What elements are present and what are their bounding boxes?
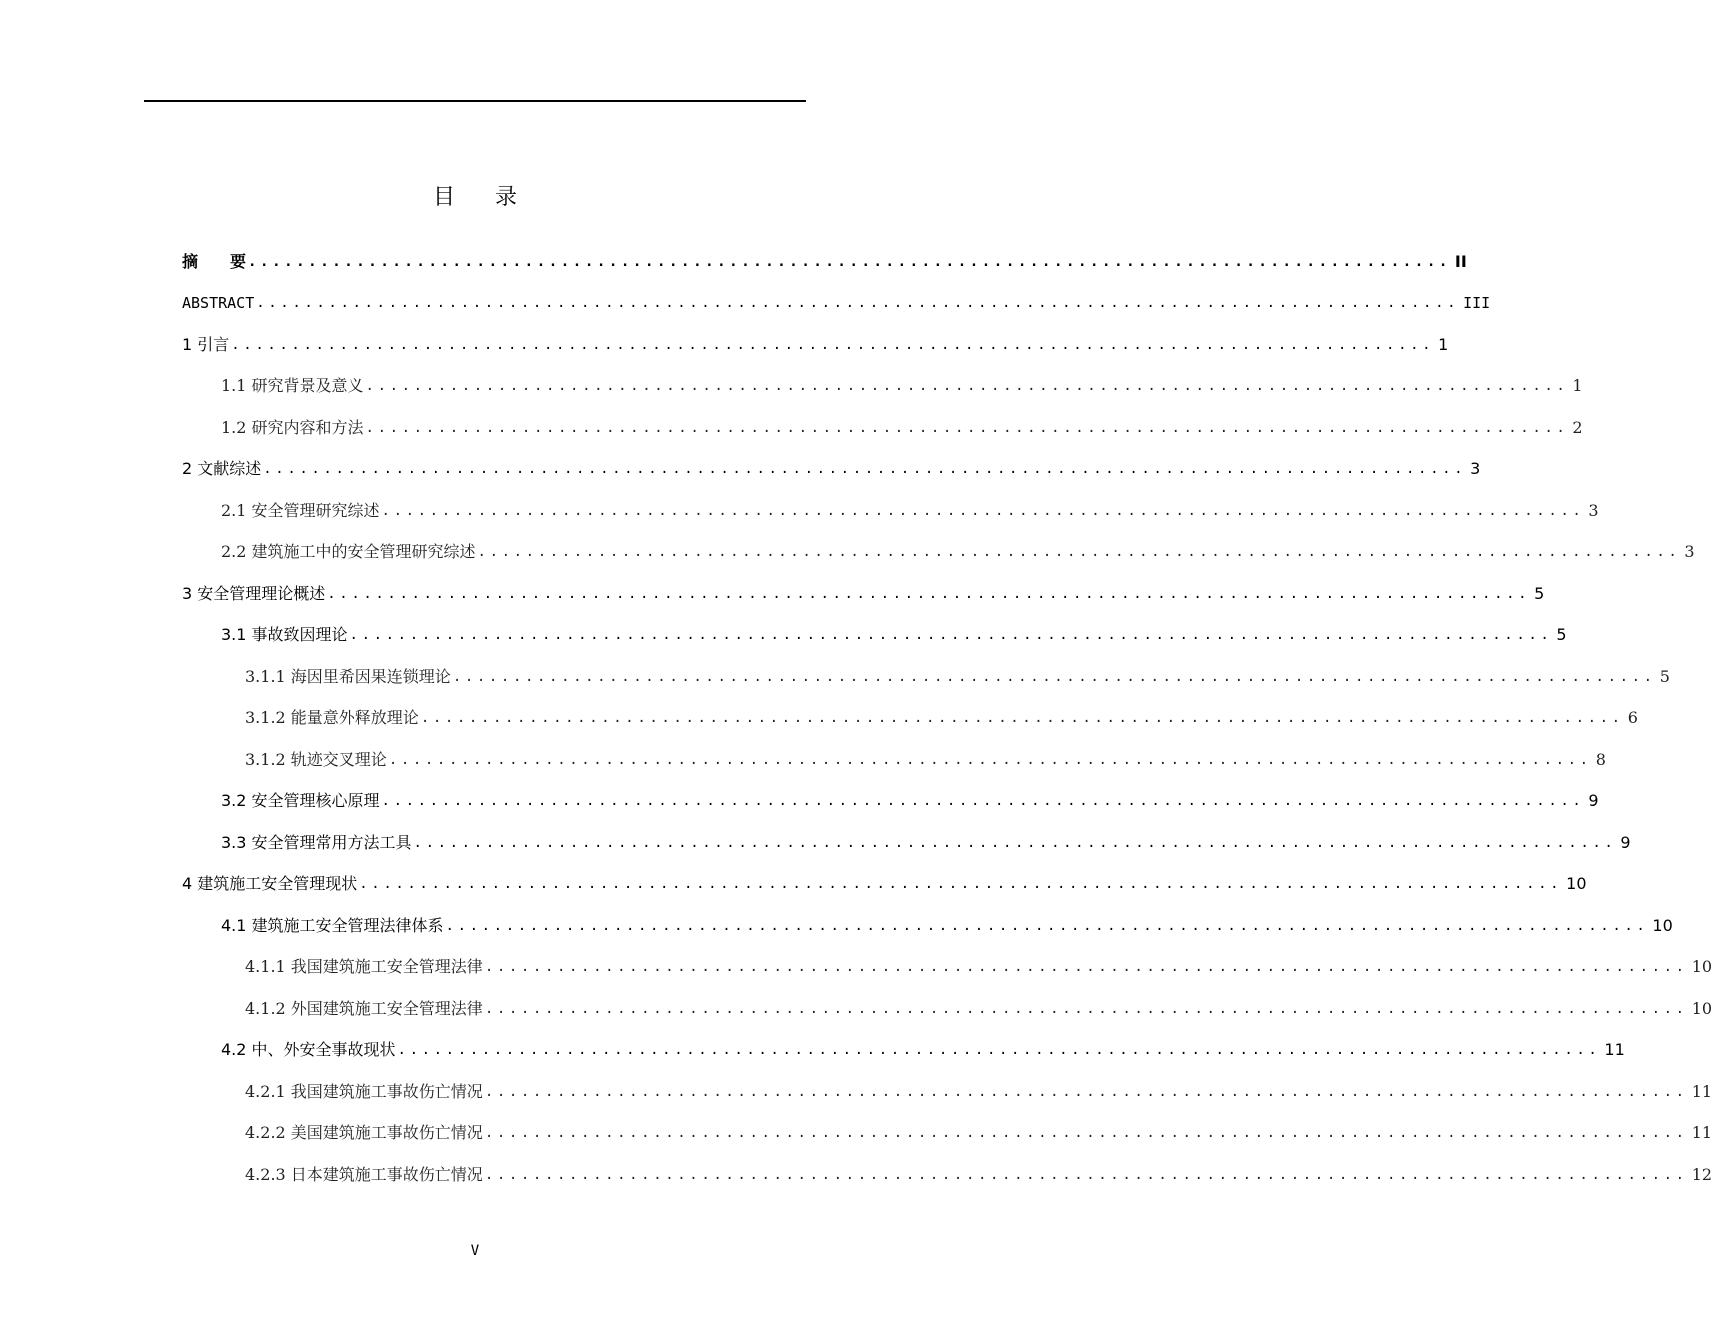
toc-entry-label: ABSTRACT bbox=[182, 294, 255, 312]
toc-entry-ch1[interactable] bbox=[182, 331, 1449, 355]
toc-entry-label: 4.1.1 我国建筑施工安全管理法律 bbox=[245, 957, 483, 976]
toc-leader-dots: .................................................................................................... bbox=[381, 503, 1585, 519]
toc-entry-label: 3.1 事故致因理论 bbox=[221, 625, 348, 644]
toc-leader-dots: .................................................................................................... bbox=[484, 959, 1688, 975]
toc-entry-3-1-2a[interactable] bbox=[245, 704, 1638, 728]
toc-leader-dots: .................................................................................................... bbox=[484, 1167, 1688, 1183]
toc-leader-dots: .................................................................................................... bbox=[256, 295, 1460, 311]
toc-entry-2-1[interactable] bbox=[221, 497, 1599, 521]
toc-entry-page: III bbox=[1463, 294, 1491, 312]
toc-entry-label: 摘 要 bbox=[182, 252, 247, 271]
toc-entry-3-1-1[interactable] bbox=[245, 663, 1670, 687]
toc-entry-label: 4.1 建筑施工安全管理法律体系 bbox=[221, 916, 444, 935]
toc-entry-page: 1 bbox=[1572, 376, 1583, 395]
toc-entry-page: 9 bbox=[1588, 791, 1599, 810]
toc-entry-page: 10 bbox=[1566, 874, 1587, 893]
toc-entry-label: 4 建筑施工安全管理现状 bbox=[182, 874, 358, 893]
toc-entry-label: 3.1.1 海因里希因果连锁理论 bbox=[245, 667, 451, 686]
toc-entry-page: 3 bbox=[1684, 542, 1695, 561]
toc-entry-page: 11 bbox=[1691, 1123, 1712, 1142]
toc-entry-label: 3.2 安全管理核心原理 bbox=[221, 791, 380, 810]
toc-entry-label: 4.2.3 日本建筑施工事故伤亡情况 bbox=[245, 1165, 483, 1184]
toc-leader-dots: .................................................................................................... bbox=[231, 337, 1435, 353]
toc-leader-dots: .................................................................................................... bbox=[484, 1125, 1688, 1141]
toc-entry-page: 5 bbox=[1534, 584, 1545, 603]
toc-entry-page: 2 bbox=[1572, 418, 1583, 437]
toc-entry-label: 4.2.1 我国建筑施工事故伤亡情况 bbox=[245, 1082, 483, 1101]
toc-leader-dots: .................................................................................................... bbox=[420, 710, 1624, 726]
toc-entry-3-2[interactable] bbox=[221, 787, 1599, 811]
toc-entry-4-2-3[interactable] bbox=[245, 1161, 1712, 1185]
toc-entry-page: 6 bbox=[1627, 708, 1638, 727]
toc-entry-4-1-1[interactable] bbox=[245, 953, 1712, 977]
toc-entry-page: 3 bbox=[1588, 501, 1599, 520]
toc-entry-4-1-2[interactable] bbox=[245, 995, 1712, 1019]
toc-entry-label: 2.2 建筑施工中的安全管理研究综述 bbox=[221, 542, 476, 561]
toc-leader-dots: .................................................................................................... bbox=[477, 544, 1681, 560]
toc-entry-4-2[interactable] bbox=[221, 1036, 1625, 1060]
toc-entry-page: II bbox=[1454, 252, 1467, 271]
toc-entry-3-1[interactable] bbox=[221, 621, 1567, 645]
toc-entry-page: 1 bbox=[1438, 335, 1449, 354]
toc-leader-dots: .................................................................................................... bbox=[263, 461, 1467, 477]
toc-entry-page: 8 bbox=[1595, 750, 1606, 769]
toc-entry-page: 10 bbox=[1691, 999, 1712, 1018]
toc-leader-dots: .................................................................................................... bbox=[397, 1042, 1601, 1058]
toc-entry-page: 5 bbox=[1659, 667, 1670, 686]
toc-leader-dots: .................................................................................................... bbox=[381, 793, 1585, 809]
page-number: V bbox=[470, 1243, 480, 1259]
toc-leader-dots: .................................................................................................... bbox=[365, 420, 1569, 436]
toc-entry-page: 10 bbox=[1691, 957, 1712, 976]
toc-leader-dots: .................................................................................................... bbox=[327, 586, 1531, 602]
toc-entry-3-3[interactable] bbox=[221, 829, 1631, 853]
toc-leader-dots: .................................................................................................... bbox=[484, 1001, 1688, 1017]
toc-leader-dots: .................................................................................................... bbox=[413, 835, 1617, 851]
toc-entry-ch3[interactable] bbox=[182, 580, 1545, 604]
toc-entry-label: 4.2.2 美国建筑施工事故伤亡情况 bbox=[245, 1123, 483, 1142]
toc-entry-label: 1 引言 bbox=[182, 335, 230, 354]
toc-leader-dots: .................................................................................................... bbox=[349, 627, 1553, 643]
toc-entry-page: 10 bbox=[1652, 916, 1673, 935]
toc-leader-dots: .................................................................................................... bbox=[248, 254, 1451, 270]
toc-entry-page: 11 bbox=[1691, 1082, 1712, 1101]
toc-leader-dots: .................................................................................................... bbox=[388, 752, 1592, 768]
toc-entry-label: 3.1.2 轨迹交叉理论 bbox=[245, 750, 387, 769]
toc-leader-dots: .................................................................................................... bbox=[484, 1084, 1688, 1100]
toc-entry-label: 4.2 中、外安全事故现状 bbox=[221, 1040, 396, 1059]
toc-entry-ch2[interactable] bbox=[182, 455, 1481, 479]
toc-entry-label: 3.1.2 能量意外释放理论 bbox=[245, 708, 419, 727]
toc-entry-page: 3 bbox=[1470, 459, 1481, 478]
toc-entry-page: 11 bbox=[1604, 1040, 1625, 1059]
toc-entry-ch4[interactable] bbox=[182, 870, 1587, 894]
toc-leader-dots: .................................................................................................... bbox=[452, 669, 1656, 685]
toc-entry-page: 9 bbox=[1620, 833, 1631, 852]
toc-entry-label: 2.1 安全管理研究综述 bbox=[221, 501, 380, 520]
page-title: 目录 bbox=[432, 185, 557, 210]
toc-entry-label: 1.1 研究背景及意义 bbox=[221, 376, 364, 395]
toc-entry-label: 1.2 研究内容和方法 bbox=[221, 418, 364, 437]
toc-entry-abstract-cn[interactable] bbox=[182, 248, 1467, 272]
toc-entry-label: 2 文献综述 bbox=[182, 459, 262, 478]
toc-leader-dots: .................................................................................................... bbox=[365, 378, 1569, 394]
toc-leader-dots: .................................................................................................... bbox=[359, 876, 1563, 892]
toc-entry-label: 3.3 安全管理常用方法工具 bbox=[221, 833, 412, 852]
toc-entry-abstract-en[interactable] bbox=[182, 289, 1491, 313]
toc-entry-label: 4.1.2 外国建筑施工安全管理法律 bbox=[245, 999, 483, 1018]
toc-entry-page: 5 bbox=[1556, 625, 1567, 644]
toc-entry-4-1[interactable] bbox=[221, 912, 1673, 936]
toc-entry-3-1-2b[interactable] bbox=[245, 746, 1606, 770]
header-rule bbox=[144, 100, 806, 102]
toc-entry-page: 12 bbox=[1691, 1165, 1712, 1184]
toc-entry-label: 3 安全管理理论概述 bbox=[182, 584, 326, 603]
toc-entry-1-2[interactable] bbox=[221, 414, 1583, 438]
toc-leader-dots: .................................................................................................... bbox=[445, 918, 1649, 934]
toc-entry-2-2[interactable] bbox=[221, 538, 1695, 562]
toc-entry-4-2-1[interactable] bbox=[245, 1078, 1712, 1102]
toc-entry-4-2-2[interactable] bbox=[245, 1119, 1712, 1143]
toc-entry-1-1[interactable] bbox=[221, 372, 1583, 396]
